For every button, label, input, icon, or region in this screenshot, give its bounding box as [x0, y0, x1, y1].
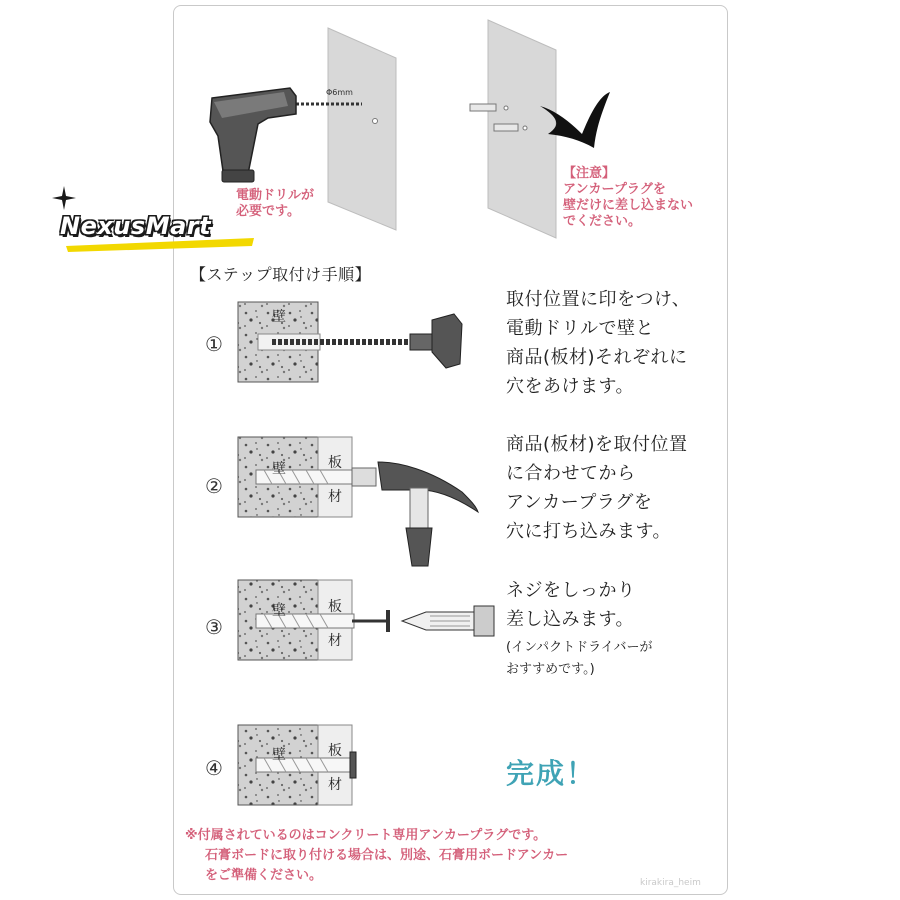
step3-illustration: [238, 580, 494, 660]
drill-note: 電動ドリルが 必要です。: [236, 188, 315, 219]
drill-bit-label: Φ6mm: [326, 88, 353, 97]
step2-illustration: [238, 437, 478, 566]
brand-logo: NexusMart: [60, 212, 212, 240]
step3-subnote: (インパクトドライバーが おすすめです。): [506, 640, 653, 677]
wall-label: 壁: [272, 747, 286, 763]
step2-text: 商品(板材)を取付位置 に合わせてから アンカープラグを 穴に打ち込みます。: [506, 434, 688, 542]
step3-text: ネジをしっかり 差し込みます。: [506, 580, 636, 630]
step-number: ②: [205, 474, 223, 498]
footnote: ※付属されているのはコンクリート専用アンカープラグです。 石膏ボードに取り付ける場合は、別途、石膏用ボードアンカー をご準備ください。: [185, 828, 569, 883]
completion-label: 完成！: [506, 757, 597, 790]
steps-heading: 【ステップ取付け手順】: [190, 265, 372, 284]
board-label: 板: [328, 599, 342, 615]
wall-label: 壁: [272, 603, 286, 619]
board-label: 材: [328, 489, 342, 505]
step-number: ①: [205, 332, 223, 356]
credit-watermark: kirakira_heim: [640, 878, 701, 888]
sparkle-icon: [52, 186, 76, 210]
wall-label: 壁: [272, 461, 286, 477]
board-label: 板: [328, 743, 342, 759]
step-number: ④: [205, 756, 223, 780]
caution-note: 【注意】 アンカープラグを 壁だけに差し込まない でください。: [563, 166, 694, 229]
logo-underline: [66, 238, 254, 252]
board-label: 材: [328, 777, 342, 793]
wall-label: 壁: [272, 309, 286, 325]
board-label: 板: [328, 455, 342, 471]
step-number: ③: [205, 615, 223, 639]
step1-text: 取付位置に印をつけ、 電動ドリルで壁と 商品(板材)それぞれに 穴をあけます。: [506, 289, 691, 397]
board-label: 材: [328, 633, 342, 649]
